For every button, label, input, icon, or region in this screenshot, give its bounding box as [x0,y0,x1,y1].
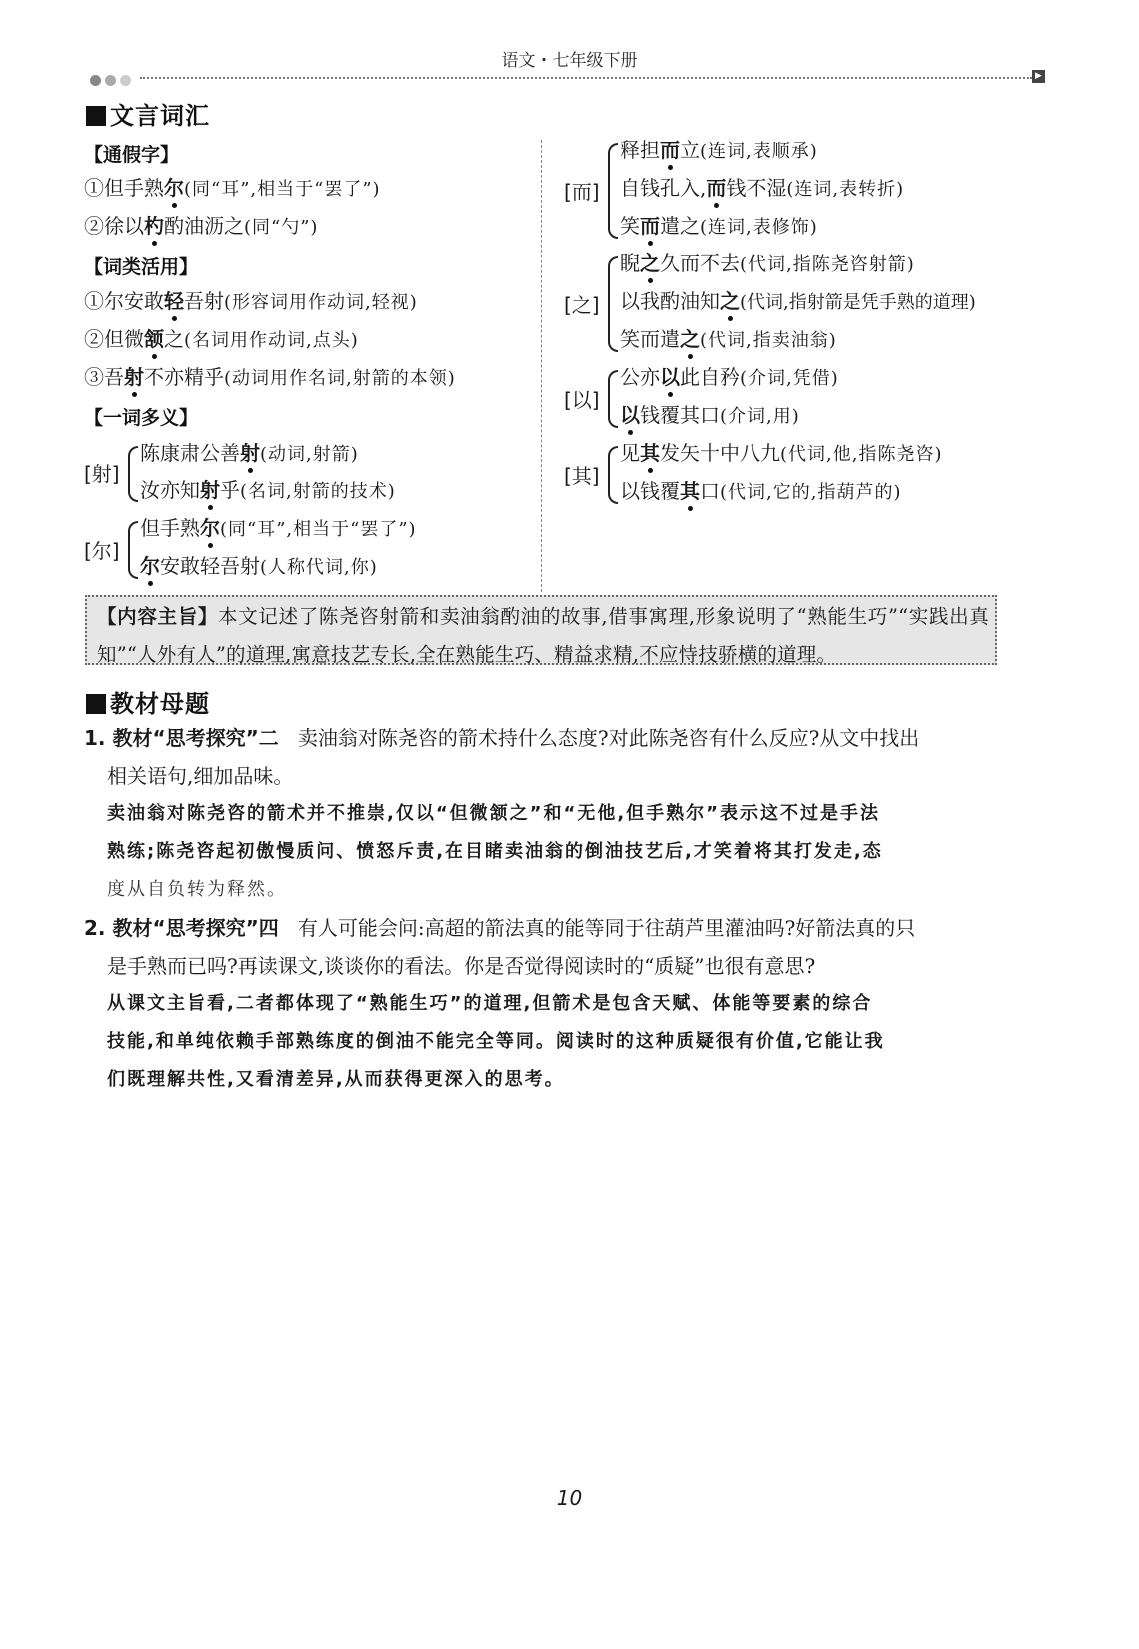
polysemy-label-er2: [而] [564,180,600,204]
brace-icon [128,446,138,502]
tongjia-item: ②徐以杓酌油沥之(同“勺”) [84,214,319,238]
brace-icon [128,521,138,579]
cilei-item: ②但微颔之(名词用作动词,点头) [84,327,359,351]
header-rule [140,77,1032,79]
question-1: 1. 教材“思考探究”二 卖油翁对陈尧咨的箭术持什么态度?对此陈尧咨有什么反应?从文中找出 [84,726,920,750]
polysemy-item: 笑而遣之(连词,表修饰) [620,214,818,238]
polysemy-item: 以钱覆其口(代词,它的,指葫芦的) [620,479,902,503]
page-number: 10 [556,1486,583,1510]
theme-content: 本文记述了陈尧咨射箭和卖油翁酌油的故事,借事寓理,形象说明了“熟能生巧”“实践出真知”“人外有人”的道理,寓意技艺专长,全在熟能生巧、精益求精,不应恃技骄横的道理。 [97,605,989,666]
polysemy-item: 但手熟尔(同“耳”,相当于“罢了”) [140,516,417,540]
answer-1-line: 熟练;陈尧咨起初傲慢质问、愤怒斥责,在目睹卖油翁的倒油技艺后,才笑着将其打发走,态 [107,841,883,862]
polysemy-label-zhi: [之] [564,293,600,317]
polysemy-item: 公亦以此自矜(介词,凭借) [620,365,839,389]
answer-2-line: 技能,和单纯依赖手部熟练度的倒油不能完全等同。阅读时的这种质疑很有价值,它能让我 [107,1031,885,1052]
heading-yici: 【一词多义】 [84,407,199,429]
dot-icon [120,75,131,86]
section-title-vocab: 文言词汇 [86,96,210,131]
brace-icon [608,256,618,352]
polysemy-item: 以钱覆其口(介词,用) [620,403,800,427]
play-icon: ▶ [1032,70,1045,83]
running-header: 语文・七年级下册 [501,51,638,71]
polysemy-item: 陈康肃公善射(动词,射箭) [140,441,359,465]
question-2: 2. 教材“思考探究”四 有人可能会问:高超的箭法真的能等同于往葫芦里灌油吗?好箭法真的只 [84,916,916,940]
polysemy-item: 汝亦知射乎(名词,射箭的技术) [140,478,396,502]
polysemy-item: 笑而遣之(代词,指卖油翁) [620,327,837,351]
polysemy-label-shi: [射] [84,462,120,486]
polysemy-item: 尔安敢轻吾射(人称代词,你) [140,554,378,578]
tongjia-item: ①但手熟尔(同“耳”,相当于“罢了”) [84,176,381,200]
polysemy-item: 以我酌油知之(代词,指射箭是凭手熟的道理) [620,289,976,313]
theme-label: 【内容主旨】 [97,605,219,628]
column-divider [541,140,542,592]
answer-2-line: 们既理解共性,又看清差异,从而获得更深入的思考。 [107,1069,565,1090]
square-bullet-icon [86,106,106,126]
dot-icon [105,75,116,86]
answer-1-line: 卖油翁对陈尧咨的箭术并不推崇,仅以“但微颔之”和“无他,但手熟尔”表示这不过是手法 [107,803,880,824]
cilei-item: ①尔安敢轻吾射(形容词用作动词,轻视) [84,289,418,313]
dot-icon [90,75,101,86]
brace-icon [608,143,618,239]
polysemy-label-er: [尔] [84,539,120,563]
answer-1-tail: 度从自负转为释然。 [107,879,287,900]
heading-tongjia: 【通假字】 [84,144,180,166]
square-bullet-icon [86,694,106,714]
theme-text [97,598,989,674]
section-title-textbook: 教材母题 [86,684,210,719]
header-dots [90,70,135,84]
polysemy-item: 见其发矢十中八九(代词,他,指陈尧咨) [620,441,943,465]
answer-2-line: 从课文主旨看,二者都体现了“熟能生巧”的道理,但箭术是包含天赋、体能等要素的综合 [107,993,873,1014]
brace-icon [608,446,618,504]
polysemy-label-qi: [其] [564,464,600,488]
polysemy-item: 自钱孔入,而钱不湿(连词,表转折) [620,176,905,200]
heading-cilei: 【词类活用】 [84,256,199,278]
polysemy-item: 睨之久而不去(代词,指陈尧咨射箭) [620,251,915,275]
polysemy-label-yi: [以] [564,388,600,412]
question-2-cont: 是手熟而已吗?再读课文,谈谈你的看法。你是否觉得阅读时的“质疑”也很有意思? [107,954,816,978]
polysemy-item: 释担而立(连词,表顺承) [620,138,818,162]
cilei-item: ③吾射不亦精乎(动词用作名词,射箭的本领) [84,365,456,389]
question-1-cont: 相关语句,细加品味。 [107,764,294,788]
brace-icon [608,370,618,428]
